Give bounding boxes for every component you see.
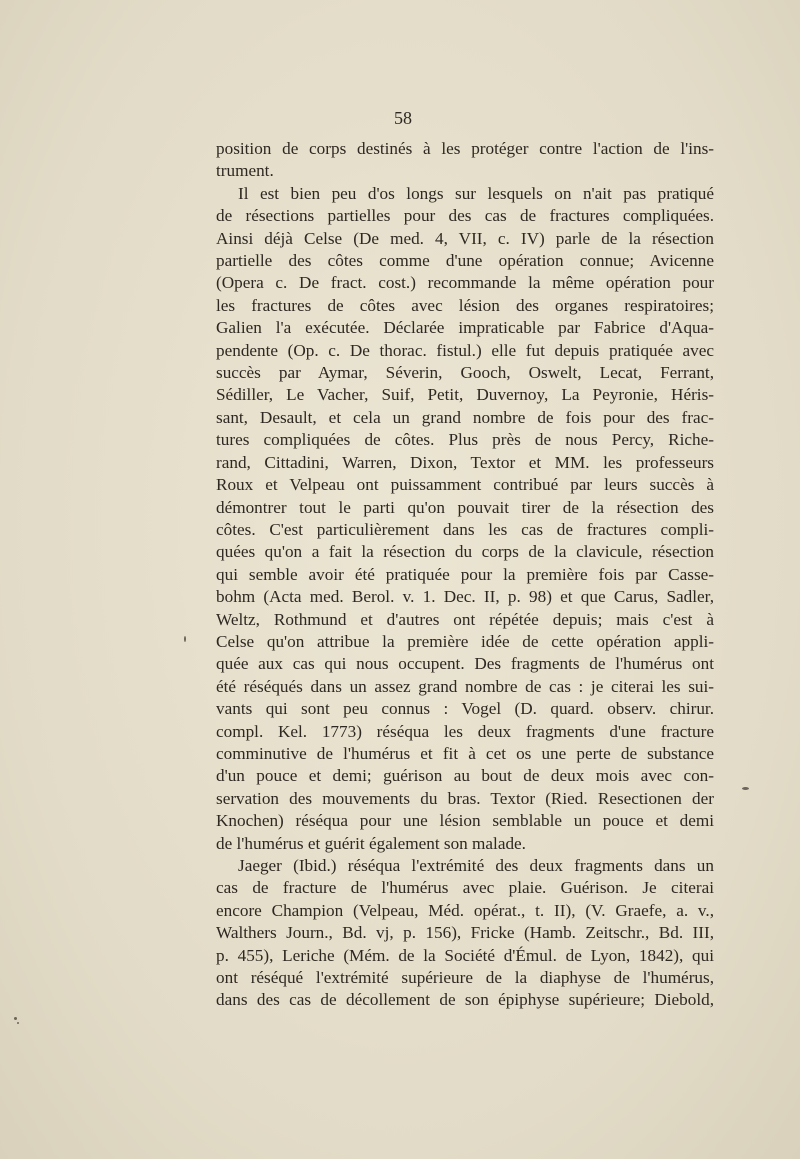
paragraph-1 <box>216 138 714 183</box>
text-line: Jaeger (Ibid.) réséqua l'extrémité des deux fragments dans un <box>238 856 714 875</box>
text-line: compl. Kel. 1773) réséqua les deux fragments d'une fracture <box>216 721 714 741</box>
text-line: rand, Cittadini, Warren, Dixon, Textor et MM. les professeurs <box>216 452 714 472</box>
text-line: Weltz, Rothmund et d'autres ont répétée depuis; mais c'est à <box>216 609 714 629</box>
text-line: succès par Aymar, Séverin, Gooch, Oswelt, Lecat, Ferrant, <box>216 363 714 383</box>
text-line: côtes. C'est particulièrement dans les cas de fractures compli- <box>216 519 714 539</box>
text-line: Celse qu'on attribue la première idée de cette opération appli- <box>216 631 714 651</box>
text-line: tures compliquées de côtes. Plus près de nous Percy, Riche- <box>216 430 714 450</box>
text-line: Ainsi déjà Celse (De med. 4, VII, c. IV) parle de la résection <box>216 228 714 248</box>
text-line: Knochen) réséqua pour une lésion semblable un pouce et demi <box>216 811 714 831</box>
text-line: quées qu'on a fait la résection du corps de la clavicule, résection <box>216 542 714 562</box>
text-line: ont réséqué l'extrémité supérieure de la diaphyse de l'humérus, <box>216 968 714 988</box>
text-line: été réséqués dans un assez grand nombre de cas : je citerai les sui- <box>216 676 714 696</box>
text-line: vants qui sont peu connus : Vogel (D. quard. observ. chirur. <box>216 699 714 719</box>
text-line: de l'humérus et guérit également son malade. <box>216 833 526 853</box>
page-number: 58 <box>394 108 412 128</box>
text-line: trument. <box>216 161 274 181</box>
text-line: p. 455), Leriche (Mém. de la Société d'Émul. de Lyon, 1842), qui <box>216 945 714 965</box>
text-line: sant, Desault, et cela un grand nombre de fois pour des frac- <box>216 407 714 427</box>
text-line: les fractures de côtes avec lésion des organes respiratoires; <box>216 295 714 315</box>
text-line: dans des cas de décollement de son épiphyse supérieure; Diebold, <box>216 990 714 1010</box>
text-line: bohm (Acta med. Berol. v. 1. Dec. II, p. 98) et que Carus, Sadler, <box>216 587 714 607</box>
body-text <box>216 138 714 1012</box>
text-line: Roux et Velpeau ont puissamment contribué par leurs succès à <box>216 475 714 495</box>
text-line: position de corps destinés à les protéger contre l'action de l'ins- <box>216 139 714 158</box>
text-line: cas de fracture de l'humérus avec plaie. Guérison. Je citerai <box>216 878 714 898</box>
text-line: Walthers Journ., Bd. vj, p. 156), Fricke (Hamb. Zeitschr., Bd. III, <box>216 923 714 943</box>
paper-speck <box>14 1017 17 1020</box>
text-line: démontrer tout le parti qu'on pouvait tirer de la résection des <box>216 497 714 517</box>
paper-speck <box>742 787 749 790</box>
text-line: pendente (Op. c. De thorac. fistul.) elle fut depuis pratiquée avec <box>216 340 714 360</box>
text-line: Sédiller, Le Vacher, Suif, Petit, Duvernoy, La Peyronie, Héris- <box>216 385 714 405</box>
text-line: partielle des côtes comme d'une opération connue; Avicenne <box>216 251 714 271</box>
text-line: d'un pouce et demi; guérison au bout de deux mois avec con- <box>216 766 714 786</box>
paragraph-2 <box>216 183 714 855</box>
text-line: comminutive de l'humérus et fit à cet os une perte de substance <box>216 743 714 763</box>
text-line: Galien l'a exécutée. Déclarée impraticable par Fabrice d'Aqua- <box>216 318 714 338</box>
text-line: quée aux cas qui nous occupent. Des fragments de l'humérus ont <box>216 654 714 674</box>
text-line: de résections partielles pour des cas de fractures compliquées. <box>216 206 714 226</box>
paper-speck <box>184 636 186 642</box>
text-line: servation des mouvements du bras. Textor (Ried. Resectionen der <box>216 788 714 808</box>
text-line: (Opera c. De fract. cost.) recommande la même opération pour <box>216 273 714 293</box>
text-line: qui semble avoir été pratiquée pour la première fois par Casse- <box>216 564 714 584</box>
text-line: encore Champion (Velpeau, Méd. opérat., t. II), (V. Graefe, a. v., <box>216 900 714 920</box>
paper-speck <box>17 1022 19 1024</box>
paragraph-3 <box>216 855 714 1012</box>
text-line: Il est bien peu d'os longs sur lesquels on n'ait pas pratiqué <box>238 183 714 203</box>
